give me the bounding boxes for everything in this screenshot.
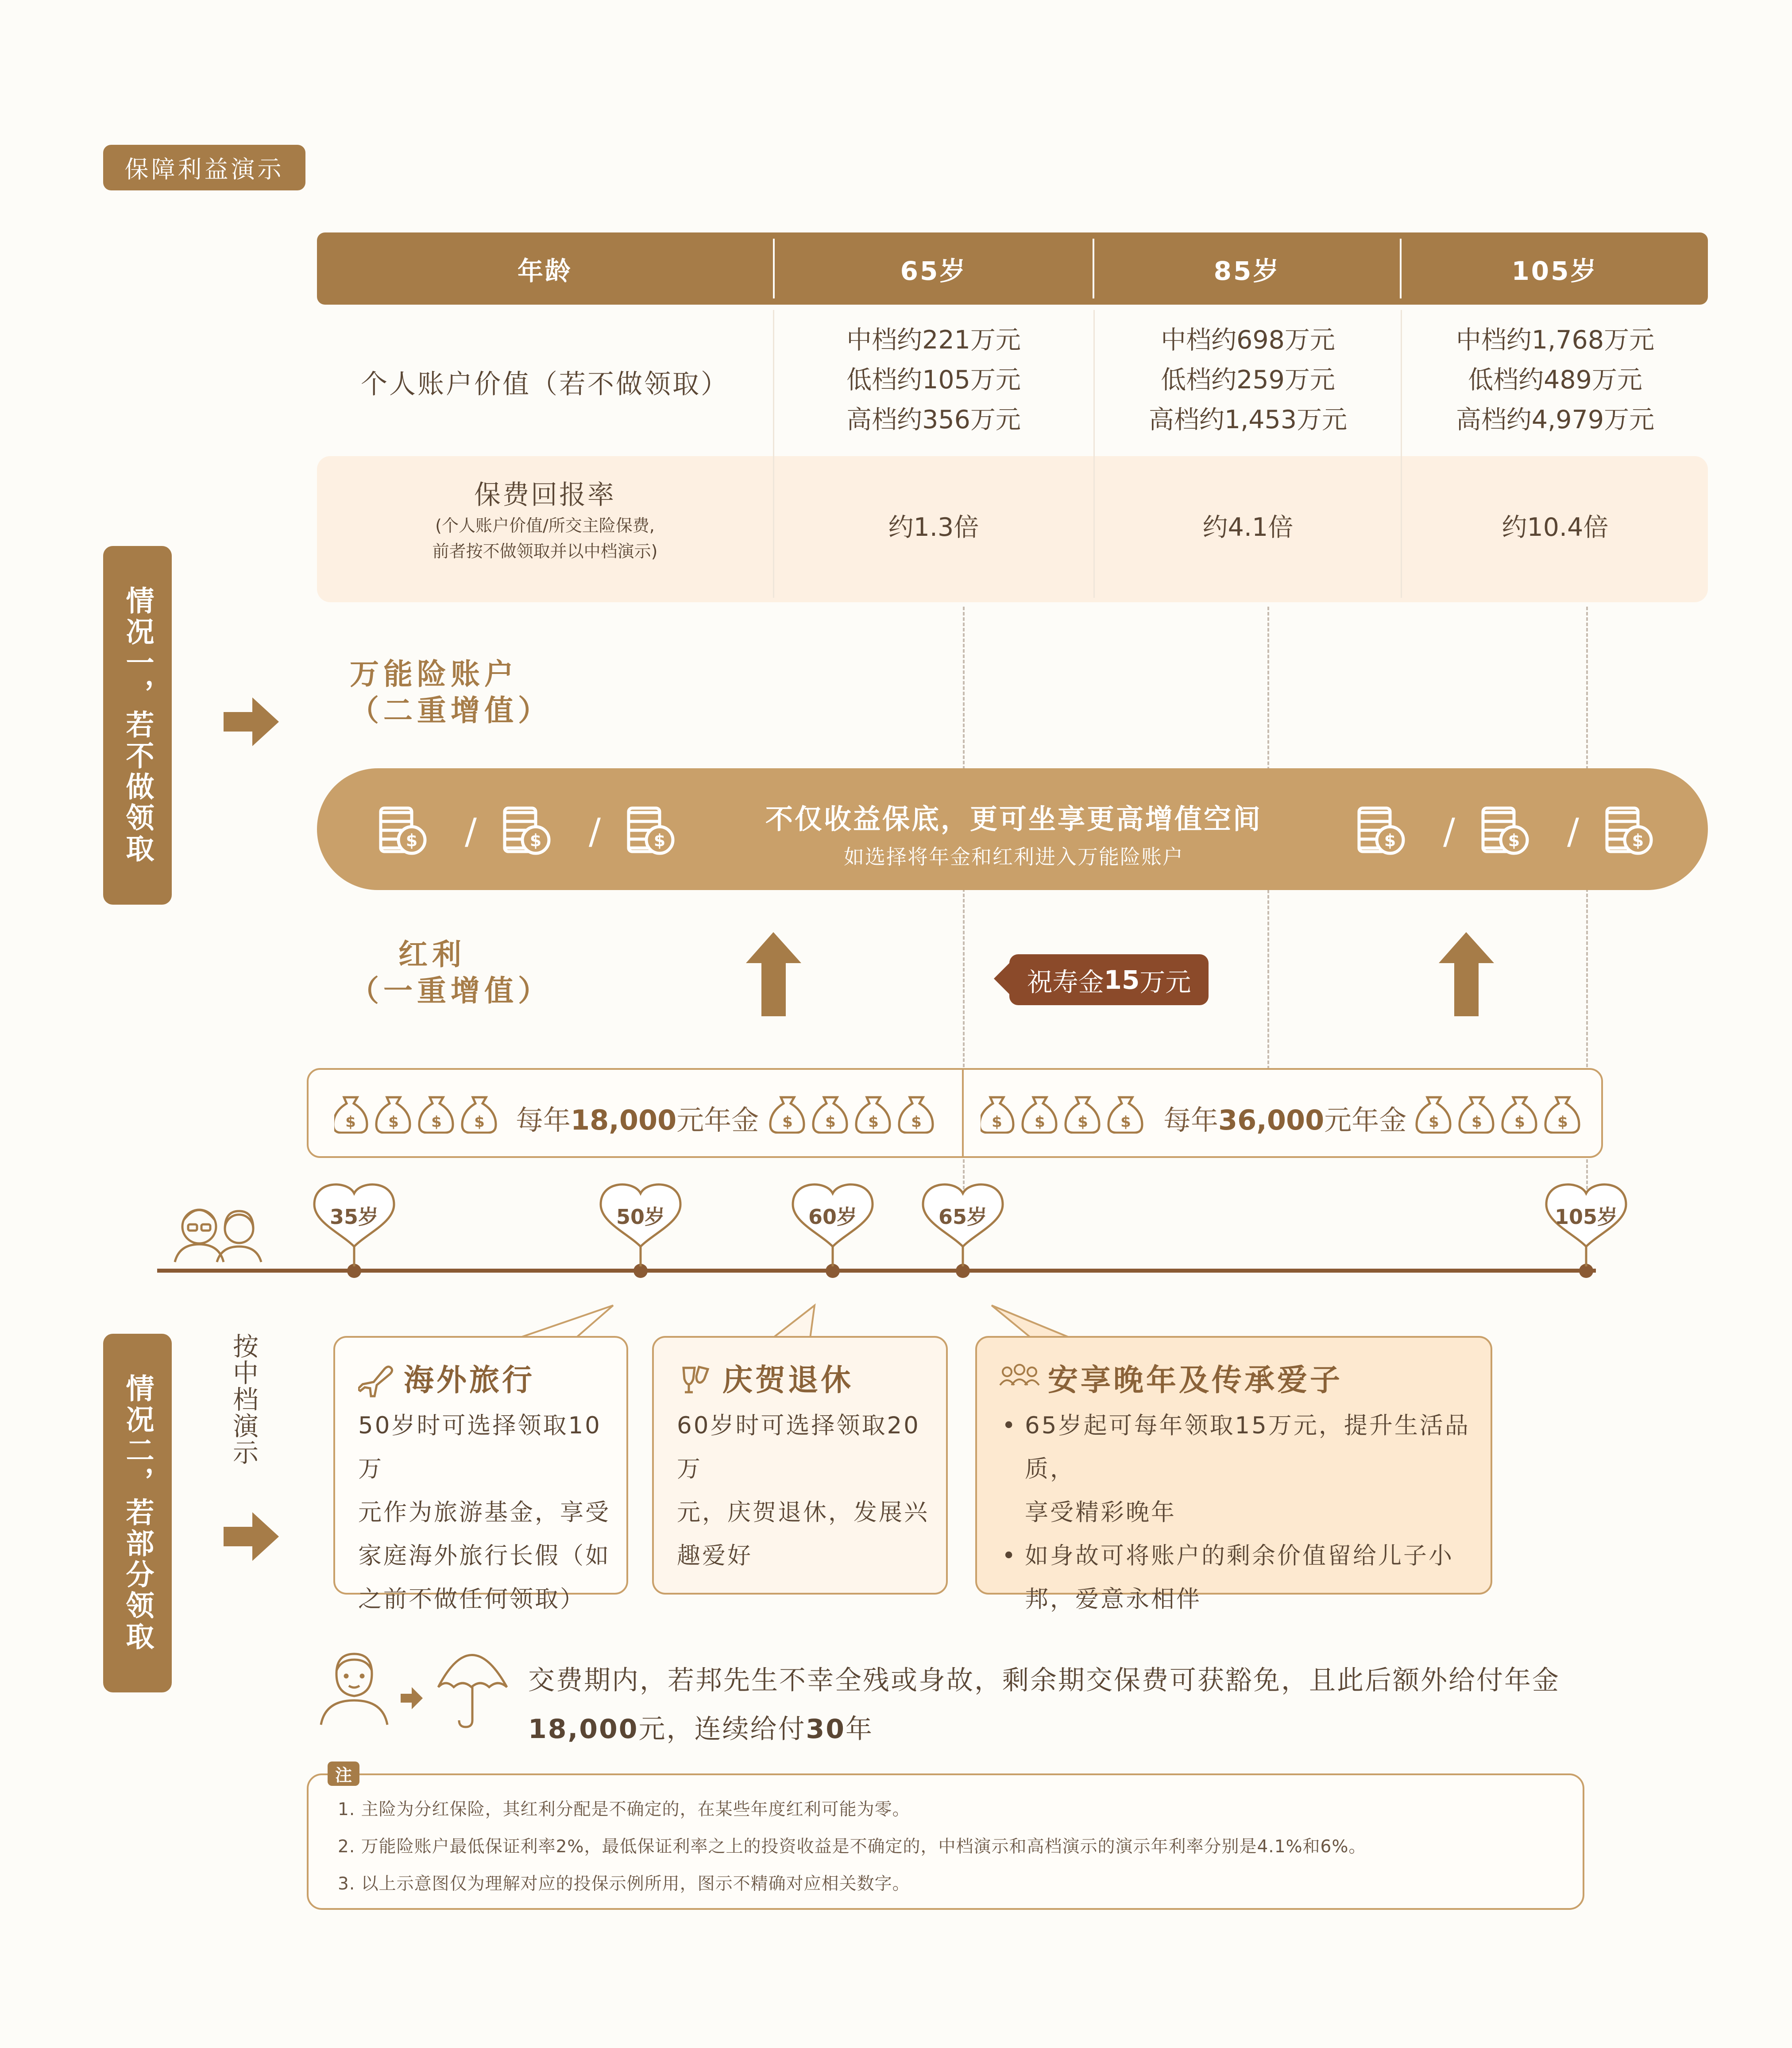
account-value-65 bbox=[775, 320, 1093, 440]
return-rate-label: 保费回报率 bbox=[474, 480, 616, 511]
return-rate-105: 约10.4倍 bbox=[1502, 513, 1609, 542]
timeline-axis bbox=[157, 1269, 1596, 1273]
header-65: 65岁 bbox=[900, 256, 967, 286]
value-high: 高档约1,453万元 bbox=[1148, 405, 1348, 434]
card-title: 安享晚年及传承爱子 bbox=[1048, 1363, 1343, 1398]
universal-account-title bbox=[350, 656, 552, 729]
age-marker-35: 35岁 bbox=[329, 1205, 378, 1229]
section-tag: 保障利益演示 bbox=[103, 145, 305, 190]
arrow-right-icon bbox=[224, 1512, 279, 1561]
note-item: 1. 主险为分红保险，其红利分配是不确定的，在某些年度红利可能为零。 bbox=[338, 1800, 910, 1820]
annuity-text-1: 每年18,000元年金 bbox=[516, 1104, 759, 1136]
card-retirement-legacy bbox=[975, 1336, 1492, 1613]
toast-glass-icon bbox=[677, 1359, 714, 1397]
dividend-line1: 红利 bbox=[398, 937, 466, 972]
column-divider bbox=[1401, 310, 1402, 598]
header-105: 105岁 bbox=[1511, 256, 1598, 286]
return-rate-85: 约4.1倍 bbox=[1202, 513, 1294, 542]
band-subtitle: 如选择将年金和红利进入万能险账户 bbox=[844, 845, 1184, 869]
man-icon bbox=[319, 1649, 390, 1727]
value-mid: 中档约221万元 bbox=[846, 325, 1021, 355]
value-mid: 中档约1,768万元 bbox=[1456, 325, 1655, 355]
coin-icons-left bbox=[372, 801, 699, 859]
value-low: 低档约105万元 bbox=[846, 365, 1021, 395]
header-85: 85岁 bbox=[1213, 256, 1281, 286]
annuity-text-2: 每年36,000元年金 bbox=[1163, 1104, 1407, 1136]
note-item: 3. 以上示意图仅为理解对应的投保示例所用，图示不精确对应相关数字。 bbox=[338, 1874, 910, 1894]
svg-text:/: / bbox=[589, 811, 601, 852]
card-title: 海外旅行 bbox=[404, 1363, 535, 1398]
notes-list bbox=[338, 1791, 1568, 1903]
value-high: 高档约4,979万元 bbox=[1456, 405, 1655, 434]
age-marker-60: 60岁 bbox=[808, 1205, 857, 1229]
arrow-right-icon bbox=[224, 697, 279, 746]
universal-account-line2: （二重增值） bbox=[350, 693, 552, 728]
waiver-line2: 18,000元，连续给付30年 bbox=[528, 1714, 874, 1745]
list-item: • 65岁起可每年领取15万元，提升生活品质， 享受精彩晚年 bbox=[999, 1404, 1482, 1534]
band-text bbox=[708, 797, 1319, 870]
card-title: 庆贺退休 bbox=[722, 1363, 854, 1398]
scenario2-sub: 按中档演示 bbox=[228, 1333, 259, 1466]
return-rate-65: 约1.3倍 bbox=[888, 513, 979, 542]
list-item: • 如身故可将账户的剩余价值留给儿子小 邦，爱意永相伴 bbox=[999, 1534, 1482, 1621]
dividend-title bbox=[350, 937, 552, 1009]
waiver-text bbox=[528, 1656, 1679, 1754]
scenario1-label: 情况一，若不做领取 bbox=[103, 546, 172, 905]
header-age: 年龄 bbox=[517, 256, 572, 286]
card-body: 50岁时可选择领取10万 元作为旅游基金，享受 家庭海外旅行长假（如 之前不做任何领取） bbox=[358, 1412, 610, 1613]
bonus-suffix: 万元 bbox=[1139, 967, 1191, 997]
svg-text:/: / bbox=[465, 811, 477, 852]
age-marker-50: 50岁 bbox=[616, 1205, 665, 1229]
band-title: 不仅收益保底，更可坐享更高增值空间 bbox=[765, 803, 1262, 835]
small-arrow-right-icon bbox=[401, 1687, 423, 1709]
bullet: • bbox=[1002, 1542, 1018, 1569]
birthday-bonus-badge bbox=[1009, 954, 1209, 1005]
scenario2-label: 情况二，若部分领取 bbox=[103, 1334, 172, 1692]
value-low: 低档约259万元 bbox=[1161, 365, 1335, 395]
dividend-line2: （一重增值） bbox=[350, 974, 552, 1008]
value-mid: 中档约698万元 bbox=[1161, 325, 1335, 355]
bonus-prefix: 祝寿金 bbox=[1027, 967, 1104, 997]
age-marker-105: 105岁 bbox=[1554, 1205, 1618, 1229]
account-value-105 bbox=[1402, 320, 1708, 440]
universal-account-line1: 万能险账户 bbox=[350, 657, 518, 691]
bonus-amount: 15 bbox=[1104, 964, 1140, 995]
up-arrow-icon bbox=[746, 932, 801, 1016]
value-low: 低档约489万元 bbox=[1468, 365, 1642, 395]
card-body bbox=[999, 1404, 1482, 1621]
value-high: 高档约356万元 bbox=[846, 405, 1021, 434]
annuity-divider bbox=[962, 1068, 964, 1156]
airplane-icon bbox=[358, 1360, 396, 1398]
up-arrow-icon bbox=[1439, 932, 1494, 1016]
card-overseas-travel bbox=[333, 1336, 628, 1613]
table-header bbox=[317, 232, 1708, 305]
bullet: • bbox=[1002, 1412, 1018, 1439]
elderly-couple-icon bbox=[168, 1198, 270, 1264]
column-divider bbox=[1093, 310, 1095, 598]
card-body: 60岁时可选择领取20万 元，庆贺退休，发展兴 趣爱好 bbox=[677, 1412, 929, 1569]
return-rate-note: (个人账户价值/所交主险保费, bbox=[435, 516, 655, 535]
return-rate-label-block bbox=[317, 477, 773, 564]
family-icon bbox=[998, 1361, 1040, 1394]
account-value-85 bbox=[1095, 320, 1401, 440]
age-marker-65: 65岁 bbox=[938, 1205, 987, 1229]
umbrella-icon bbox=[436, 1652, 509, 1729]
notes-tag: 注 bbox=[328, 1762, 359, 1786]
return-rate-note: 前者按不做领取并以中档演示) bbox=[432, 542, 658, 561]
account-value-label: 个人账户价值（若不做领取） bbox=[361, 369, 729, 400]
column-divider bbox=[773, 310, 774, 598]
svg-text:/: / bbox=[1443, 811, 1455, 852]
note-item: 2. 万能险账户最低保证利率2%，最低保证利率之上的投资收益是不确定的，中档演示和高档演示的演示年利率分别是4.1%和6%。 bbox=[338, 1837, 1367, 1857]
waiver-line1: 交费期内，若邦先生不幸全残或身故，剩余期交保费可获豁免，且此后额外给付年金 bbox=[528, 1665, 1560, 1696]
card-retirement bbox=[652, 1336, 948, 1595]
coin-icons-right bbox=[1350, 801, 1678, 859]
svg-text:/: / bbox=[1567, 811, 1579, 852]
